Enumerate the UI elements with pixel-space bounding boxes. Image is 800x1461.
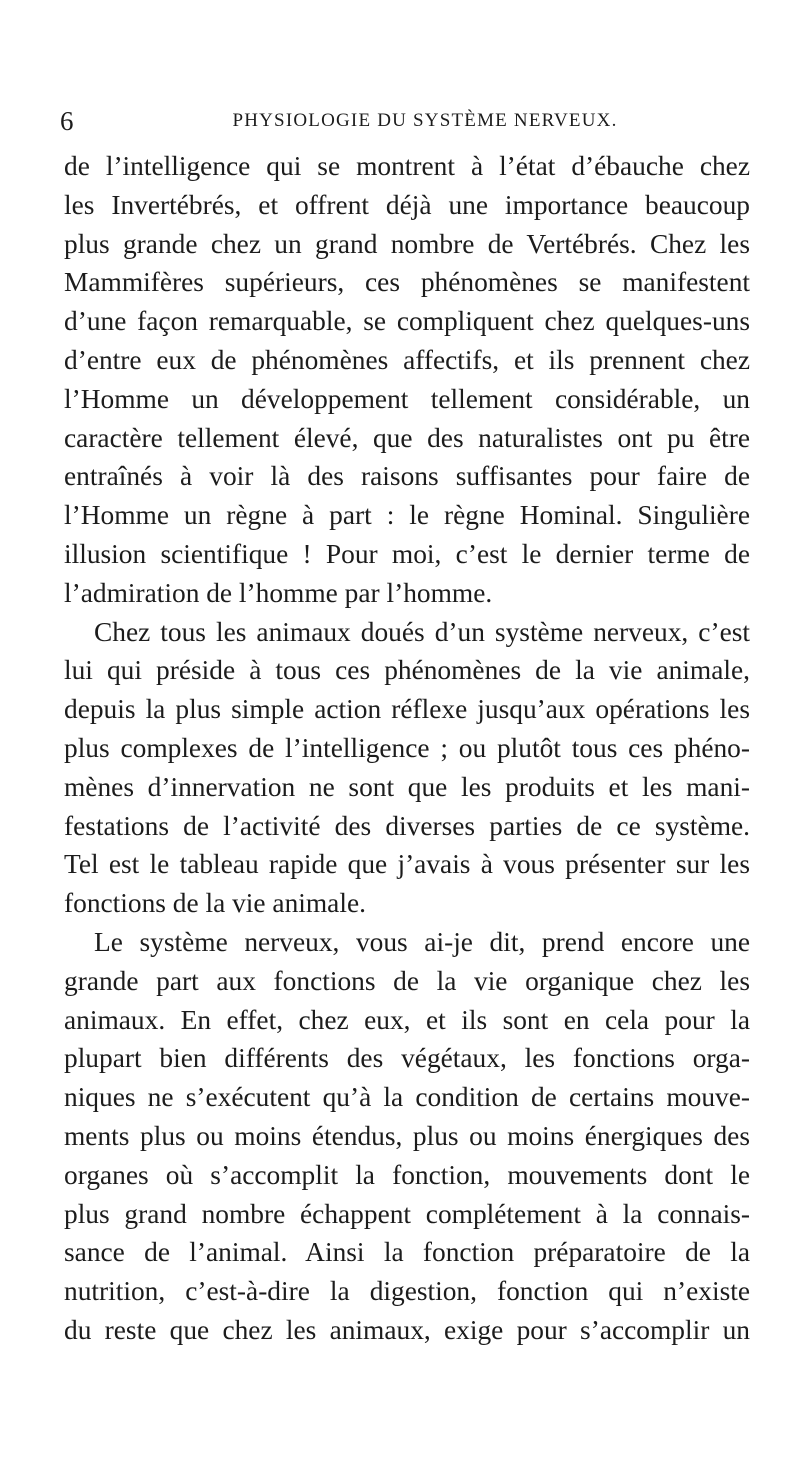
text-line: grande part aux fonctions de la vie organique chez les — [64, 965, 750, 996]
text-line: plus grande chez un grand nombre de Vertébrés. Chez les — [64, 228, 750, 259]
text-line: du reste que chez les animaux, exige pour s’accomplir un — [64, 1314, 750, 1345]
text-line: Mammifères supérieurs, ces phénomènes se manifestent — [64, 267, 750, 298]
text-line: festations de l’activité des diverses parties de ce système. — [64, 810, 750, 841]
text-line: animaux. En effet, chez eux, et ils sont en cela pour la — [64, 1004, 750, 1035]
text-line: sance de l’animal. Ainsi la fonction préparatoire de la — [64, 1237, 750, 1268]
text-line: ments plus ou moins étendus, plus ou moins énergiques des — [64, 1120, 750, 1151]
text-line: illusion scientifique ! Pour moi, c’est le dernier terme de — [64, 538, 750, 569]
running-head: PHYSIOLOGIE DU SYSTÈME NERVEUX. — [232, 110, 618, 131]
paragraph-end-line: fonctions de la vie animale. — [64, 888, 366, 919]
text-line: l’Homme un développement tellement considérable, un — [64, 383, 750, 414]
text-line: entraînés à voir là des raisons suffisantes pour faire de — [64, 461, 750, 492]
text-line: depuis la plus simple action réflexe jusqu’aux opérations les — [64, 694, 750, 725]
paragraph-end-line: l’admiration de l’homme par l’homme. — [64, 577, 493, 608]
page-header — [60, 104, 750, 138]
text-line: d’une façon remarquable, se compliquent chez quelques-uns — [64, 306, 750, 337]
paragraph-start-line: Chez tous les animaux doués d’un système nerveux, c’est — [94, 616, 750, 647]
text-line: les Invertébrés, et offrent déjà une importance beaucoup — [64, 189, 750, 220]
text-line: organes où s’accomplit la fonction, mouvements dont le — [64, 1159, 750, 1190]
text-line: niques ne s’exécutent qu’à la condition de certains mouve- — [64, 1082, 750, 1113]
text-line: caractère tellement élevé, que des naturalistes ont pu être — [64, 422, 750, 453]
body-text — [64, 147, 750, 1350]
text-line: l’Homme un règne à part : le règne Hominal. Singulière — [64, 500, 750, 531]
paragraph-start-line: Le système nerveux, vous ai-je dit, prend encore une — [94, 926, 750, 957]
text-line: Tel est le tableau rapide que j’avais à vous présenter sur les — [64, 849, 750, 880]
text-line: plus grand nombre échappent complétement à la connais- — [64, 1198, 750, 1229]
page-number: 6 — [60, 106, 74, 136]
text-line: lui qui préside à tous ces phénomènes de la vie animale, — [64, 655, 750, 686]
text-line: plus complexes de l’intelligence ; ou plutôt tous ces phéno- — [64, 732, 750, 763]
text-line: d’entre eux de phénomènes affectifs, et ils prennent chez — [64, 344, 750, 375]
text-line: plupart bien différents des végétaux, les fonctions orga- — [64, 1043, 750, 1074]
text-line: nutrition, c’est-à-dire la digestion, fonction qui n’existe — [64, 1276, 750, 1307]
text-line: mènes d’innervation ne sont que les produits et les mani- — [64, 771, 750, 802]
text-line: de l’intelligence qui se montrent à l’état d’ébauche chez — [64, 151, 750, 181]
